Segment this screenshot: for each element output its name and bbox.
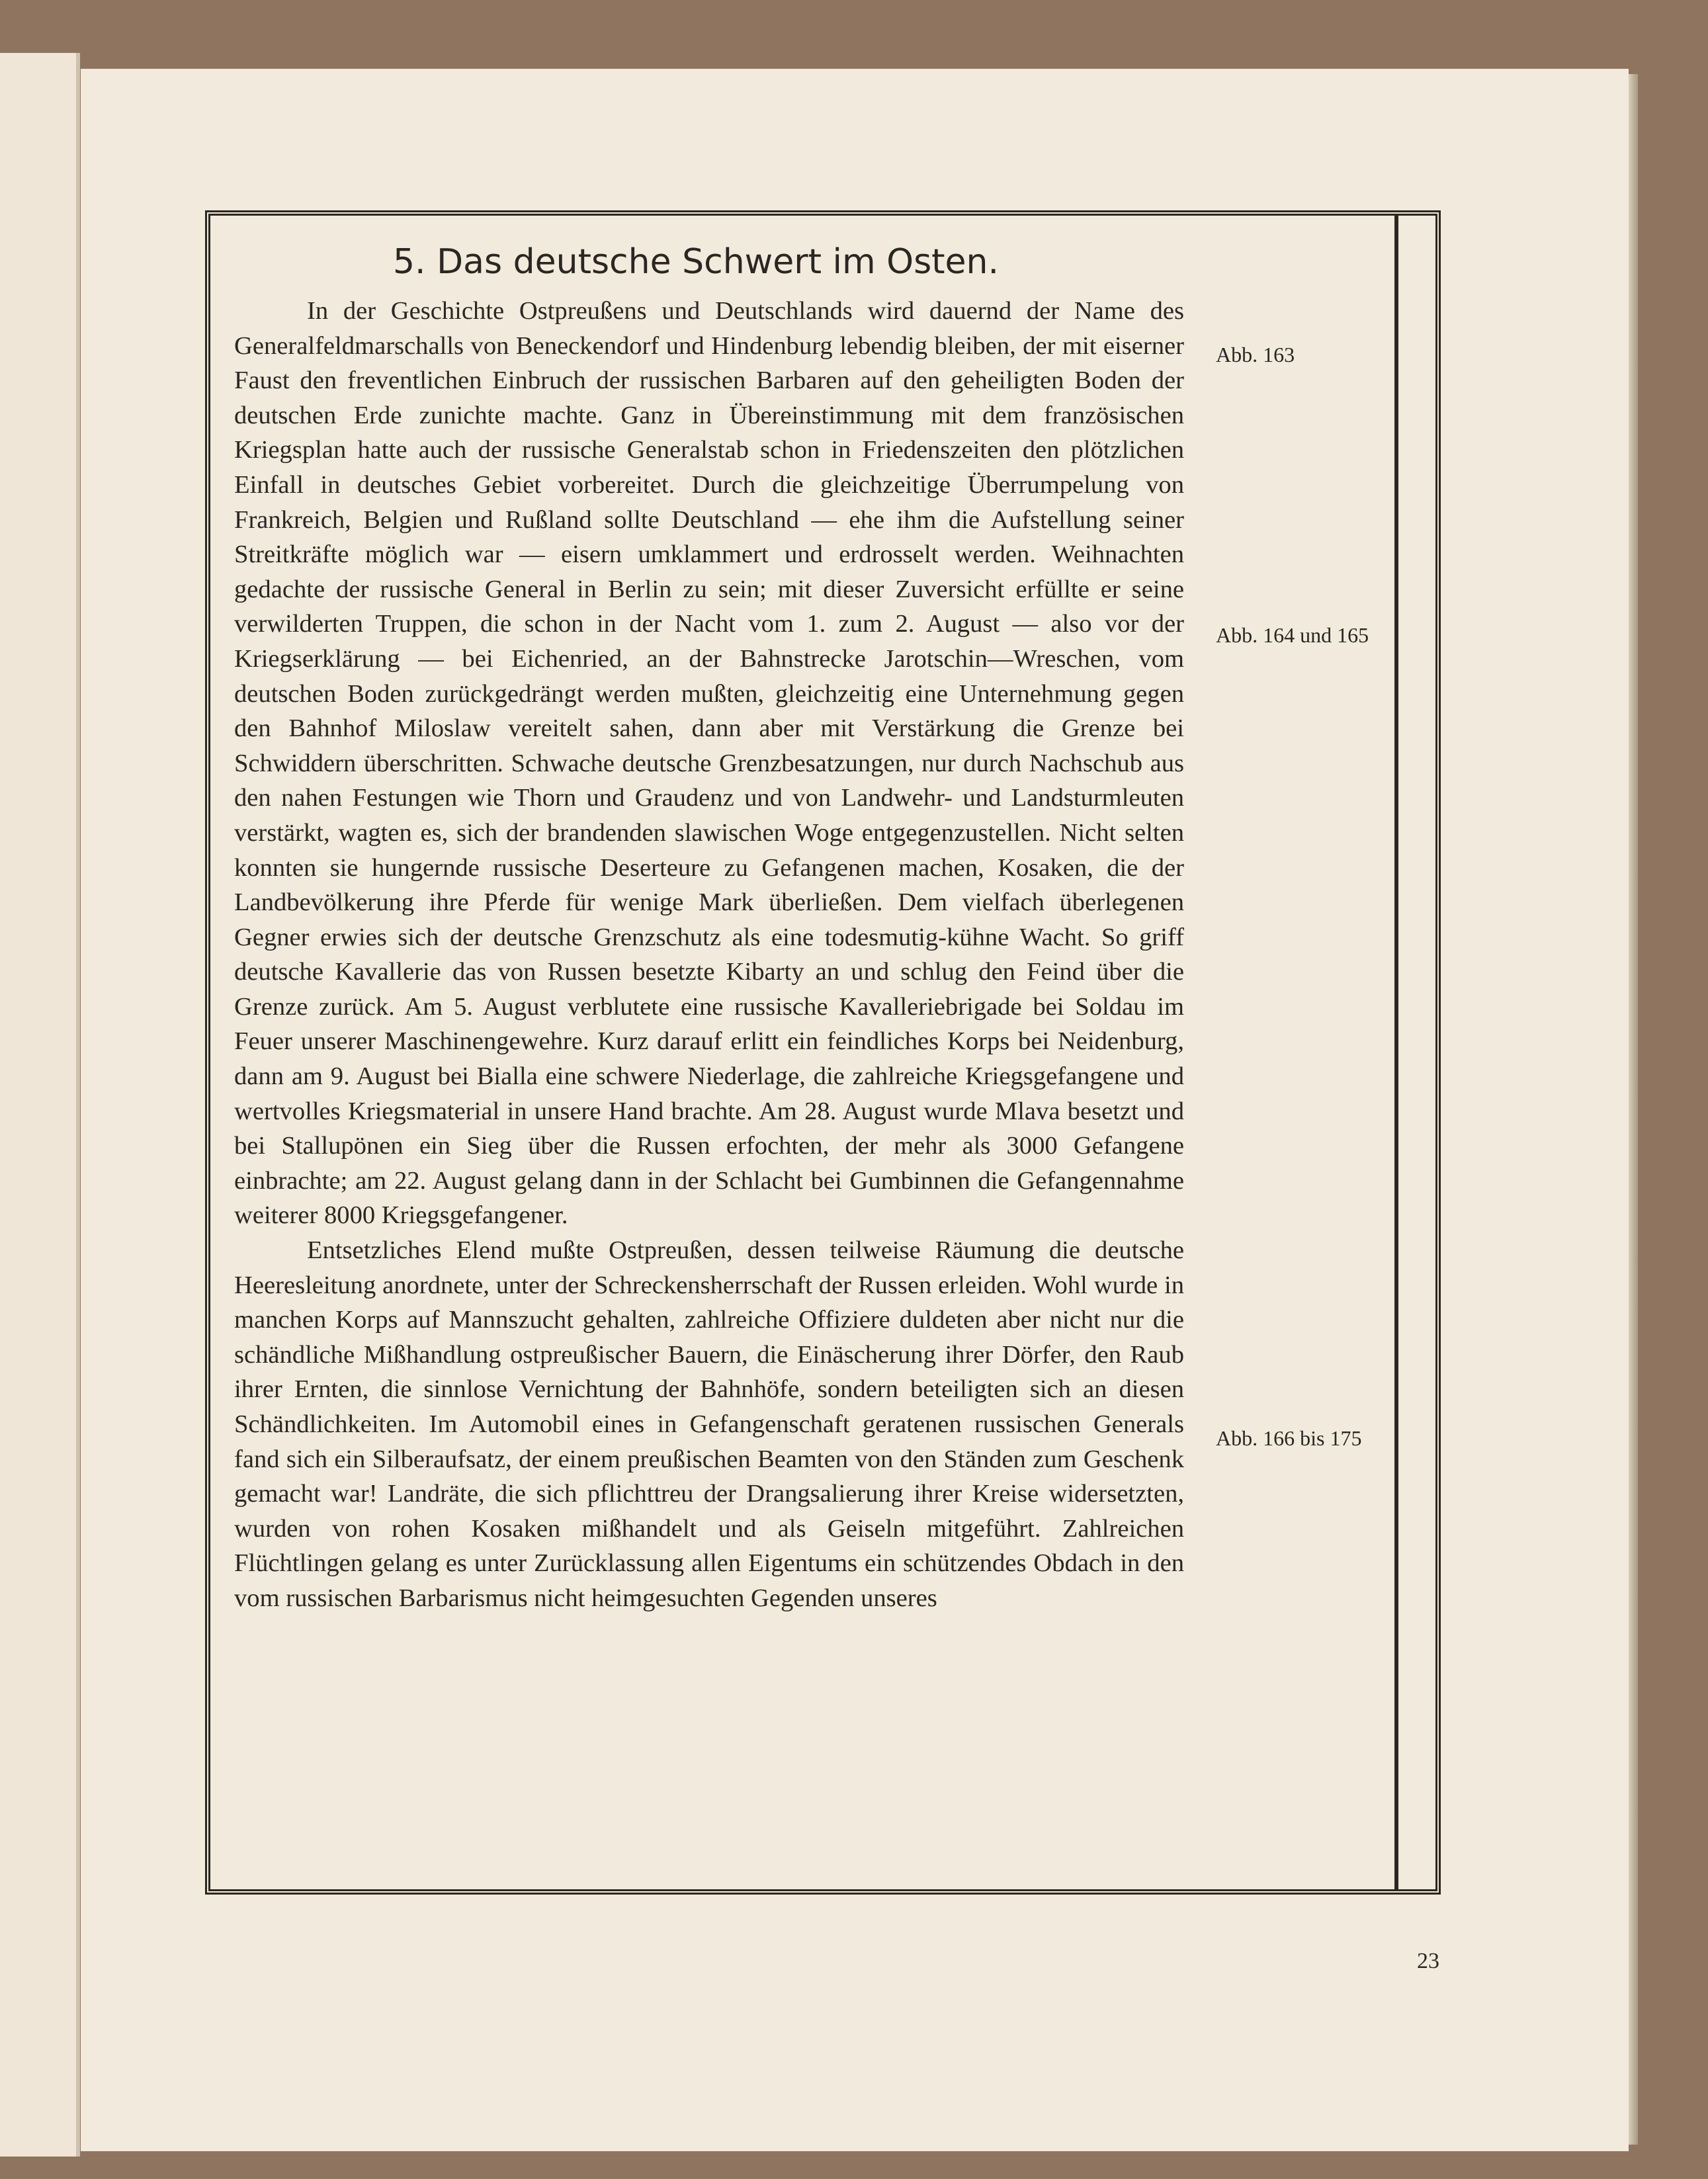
margin-note-abb-164-165: Abb. 164 und 165 [1216, 623, 1369, 647]
left-page-edge [0, 53, 80, 2157]
chapter-title: 5. Das deutsche Schwert im Osten. [392, 242, 1000, 282]
paragraph-2: Entsetzliches Elend mußte Ostpreußen, dessen teilweise Räumung die deutsche Heeresleitung anordnete, unter der Schreckensherrschaft der Russen erleiden. Wohl wurde in manchen Korps auf Mannszucht gehalten, zahlreiche Offiziere duldeten aber nicht nur die schändliche Mißhandlung ostpreußischer Bauern, die Einäscherung ihrer Dörfer, den Raub ihrer Ernten, die sinnlose Vernichtung der Bahnhöfe, sondern beteiligten sich an diesen Schändlichkeiten. Im Automobil eines in Gefangenschaft geratenen russischen Generals fand sich ein Silberaufsatz, der einem preußischen Beamten von den Ständen zum Geschenk gemacht war! Landräte, die sich pflichttreu der Drangsalierung ihrer Kreise widersetzten, wurden von rohen Kosaken mißhandelt und als Geiseln mitgeführt. Zahlreichen Flüchtlingen gelang es unter Zurücklassung allen Eigentums ein schützendes Obdach in den vom russischen Barbarismus nicht heimgesuchten Gegenden unseres [234, 1236, 1184, 1612]
paragraph-1: In der Geschichte Ostpreußens und Deutschlands wird dauernd der Name des Generalfeldmarschalls von Beneckendorf und Hindenburg lebendig bleiben, der mit eiserner Faust den freventlichen Einbruch der russischen Barbaren auf den geheiligten Boden der deutschen Erde zunichte machte. Ganz in Übereinstimmung mit dem französischen Kriegsplan hatte auch der russische Generalstab schon in Friedenszeiten den plötzlichen Einfall in deutsches Gebiet vorbereitet. Durch die gleichzeitige Überrumpelung von Frankreich, Belgien und Rußland sollte Deutschland — ehe ihm die Aufstellung seiner Streitkräfte möglich war — eisern umklammert und erdrosselt werden. Weihnachten gedachte der russische General in Berlin zu sein; mit dieser Zuversicht erfüllte er seine verwilderten Truppen, die schon in der Nacht vom 1. zum 2. August — also vor der Kriegserklärung — bei Eichenried, an der Bahnstrecke Jarotschin—Wreschen, vom deutschen Boden zurückgedrängt werden mußten, gleichzeitig eine Unternehmung gegen den Bahnhof Miloslaw vereitelt sahen, dann aber mit Verstärkung die Grenze bei Schwiddern überschritten. Schwache deutsche Grenzbesatzungen, nur durch Nachschub aus den nahen Festungen wie Thorn und Graudenz und von Landwehr- und Landsturmleuten verstärkt, wagten es, sich der brandenden slawischen Woge entgegenzustellen. Nicht selten konnten sie hungernde russische Deserteure zu Gefangenen machen, Kosaken, die der Landbevölkerung ihre Pferde für wenige Mark überließen. Dem vielfach überlegenen Gegner erwies sich der deutsche Grenzschutz als eine todesmutig-kühne Wacht. So griff deutsche Kavallerie das von Russen besetzte Kibarty an und schlug den Feind über die Grenze zurück. Am 5. August verblutete eine russische Kavalleriebrigade bei Soldau im Feuer unserer Maschinengewehre. Kurz darauf erlitt ein feindliches Korps bei Neidenburg, dann am 9. August bei Bialla eine schwere Niederlage, die zahlreiche Kriegsgefangene und wertvolles Kriegsmaterial in unsere Hand brachte. Am 28. August wurde Mlava besetzt und bei Stallupönen ein Sieg über die Russen erfochten, der mehr als 3000 Gefangene einbrachte; am 22. August gelang dann in der Schlacht bei Gumbinnen die Gefangennahme weiterer 8000 Kriegsgefangener. [234, 297, 1184, 1230]
margin-note-abb-163: Abb. 163 [1216, 343, 1295, 366]
column-divider [1394, 216, 1398, 1889]
main-text-column [234, 242, 1184, 1616]
margin-note-abb-166-175: Abb. 166 bis 175 [1216, 1426, 1362, 1450]
page-number: 23 [1417, 1949, 1439, 1973]
text-frame [205, 210, 1441, 1895]
page-edge-shadow [1629, 74, 1638, 2145]
